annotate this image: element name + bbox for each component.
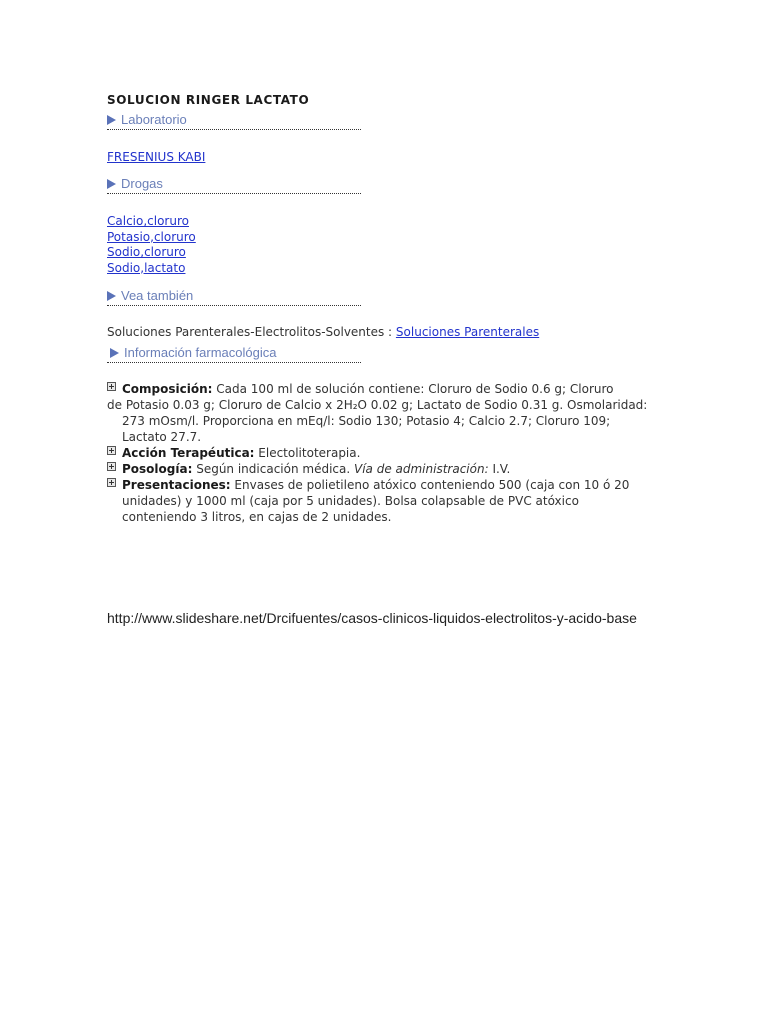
drogas-list xyxy=(107,214,196,276)
presentaciones-text: Envases de polietileno atóxico conteniendo 500 (caja con 10 ó 20 unidades) y 1000 ml (caja por 5 unidades). Bolsa colapsable de PVC atóxico conteniendo 3 litros, en cajas de 2 unidades. xyxy=(122,478,630,524)
info-item-accion xyxy=(107,445,652,461)
info-item-presentaciones xyxy=(107,477,652,525)
expand-bullet-icon[interactable] xyxy=(107,478,116,487)
info-item-posologia xyxy=(107,461,652,477)
laboratorio-link-fresenius[interactable]: FRESENIUS KABI xyxy=(107,150,206,164)
info-item-composicion xyxy=(107,381,652,445)
accion-label: Acción Terapéutica: xyxy=(122,446,255,460)
composicion-line1: Cada 100 ml de solución contiene: Cloruro de Sodio 0.6 g; Cloruro xyxy=(212,382,614,396)
expand-bullet-icon[interactable] xyxy=(107,446,116,455)
composicion-label: Composición: xyxy=(122,382,213,396)
section-label-drogas: Drogas xyxy=(121,176,163,191)
triangle-right-icon xyxy=(107,291,116,301)
source-url: http://www.slideshare.net/Drcifuentes/casos-clinicos-liquidos-electrolitos-y-acido-base xyxy=(107,610,637,626)
drug-link-potasio-cloruro[interactable]: Potasio,cloruro xyxy=(107,229,196,244)
expand-bullet-icon[interactable] xyxy=(107,462,116,471)
posologia-text: Según indicación médica. xyxy=(192,462,354,476)
page-title: SOLUCION RINGER LACTATO xyxy=(107,93,310,107)
drug-link-sodio-lactato[interactable]: Sodio,lactato xyxy=(107,260,186,275)
via-label: Vía de administración: xyxy=(354,462,489,476)
composicion-rest: de Potasio 0.03 g; Cloruro de Calcio x 2H₂O 0.02 g; Lactato de Sodio 0.31 g. Osmolaridad: 273 mOsm/l. Proporciona en mEq/l: Sodio 130; Potasio 4; Calcio 2.7; Cloruro 109; Lactato 27.7. xyxy=(107,398,648,444)
section-header-info[interactable] xyxy=(107,345,361,363)
accion-text: Electolitoterapia. xyxy=(254,446,361,460)
posologia-label: Posología: xyxy=(122,462,193,476)
section-header-laboratorio[interactable] xyxy=(107,112,361,130)
section-label-vea-tambien: Vea también xyxy=(121,288,194,303)
section-label-laboratorio: Laboratorio xyxy=(121,112,187,127)
vea-tambien-line xyxy=(107,325,539,339)
presentaciones-label: Presentaciones: xyxy=(122,478,231,492)
vea-tambien-link[interactable]: Soluciones Parenterales xyxy=(395,325,540,339)
triangle-right-icon xyxy=(107,115,116,125)
section-header-vea-tambien[interactable] xyxy=(107,288,361,306)
laboratorio-content xyxy=(107,150,205,166)
vea-tambien-category: Soluciones Parenterales-Electrolitos-Solventes : xyxy=(107,325,396,339)
section-header-drogas[interactable] xyxy=(107,176,361,194)
expand-bullet-icon[interactable] xyxy=(107,382,116,391)
via-text: I.V. xyxy=(488,462,511,476)
section-label-info: Información farmacológica xyxy=(124,345,277,360)
triangle-right-icon xyxy=(110,348,119,358)
info-list xyxy=(107,381,652,525)
drug-link-sodio-cloruro[interactable]: Sodio,cloruro xyxy=(107,245,186,259)
drug-link-calcio-cloruro[interactable]: Calcio,cloruro xyxy=(107,214,189,228)
triangle-right-icon xyxy=(107,179,116,189)
